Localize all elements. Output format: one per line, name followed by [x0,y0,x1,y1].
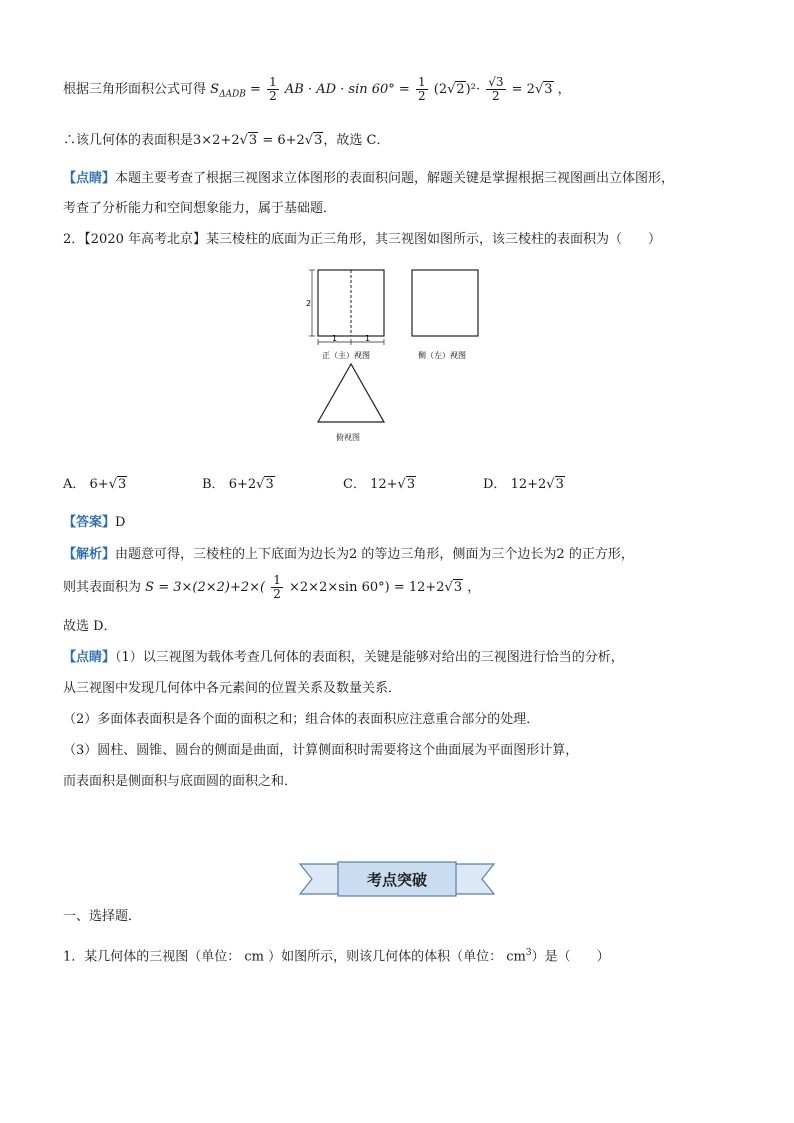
analysis-line-2 [63,574,480,601]
question-text: ）是（ ） [531,949,610,965]
rad: 3 [555,477,564,492]
eq2: = 2 [511,82,535,97]
text: ，故选 C． [323,133,390,148]
rad: 2 [456,82,465,97]
side-view-caption: 侧（左）视图 [418,351,466,360]
fraction-2 [416,76,428,103]
sqrt: √3 [546,477,564,492]
rad: 3 [118,477,127,492]
den: 2 [417,89,426,103]
note-text: 从三视图中发现几何体中各元素间的位置关系及数量关系． [63,681,402,696]
note-tag: 【点睛】 [63,650,116,665]
sqrt: √3 [256,477,274,492]
num: 1 [269,75,277,89]
end: ， [557,82,571,97]
top-view-triangle [318,364,384,422]
note-text: 本题主要考查了根据三视图求立体图形的表面积问题，解题关键是掌握根据三视图画出立体图形， [115,171,675,186]
den: 2 [492,89,500,103]
note-text: （2）多面体表面积是各个面的面积之和；组合体的表面积应注意重合部分的处理． [63,712,540,727]
answer-tag: 【答案】 [63,515,116,530]
note-text: （1）以三视图为载体考查几何体的表面积，关键是能够对给出的三视图进行恰当的分析， [115,650,624,665]
note-text: （3）圆柱、圆锥、圆台的侧面是曲面，计算侧面积时需要将这个曲面展为平面图形计算， [63,743,579,758]
fraction-1 [267,76,279,103]
banner-title: 考点突破 [366,871,428,889]
num: 1 [273,573,281,587]
note-text: 考查了分析能力和空间想象能力，属于基础题． [63,201,337,216]
dim-left-label: 1 [332,334,338,343]
option-value: 12+2 [510,477,547,492]
section-heading [63,907,141,927]
option-c[interactable] [343,475,416,495]
section-title: 一、选择题． [63,909,142,924]
conclusion-line [63,617,117,637]
note-paragraph-2 [63,648,624,668]
note-tag: 【点睛】 [63,171,116,186]
eq: = [250,82,261,97]
analysis-text: 由题意可得，三棱柱的上下底面为边长为2 的等边三角形，侧面为三个边长为2 的正方形， [115,547,634,562]
question-2 [63,230,661,250]
front-view-caption: 正（主）视图 [322,351,370,360]
note-line-5 [63,772,297,792]
rad: 3 [453,580,463,595]
option-value: 6+2 [228,477,257,492]
note-paragraph-1b [63,199,336,219]
rad: 3 [544,82,553,97]
sqrt: √3 [239,133,258,148]
den: 2 [273,587,281,601]
dim-right-label: 1 [365,334,371,343]
option-letter: D． [483,477,507,492]
option-letter: C． [343,477,366,492]
math-s: S [210,82,220,97]
math-mid: AB · AD · sin 60° = [284,82,410,97]
option-d[interactable] [483,475,565,495]
question-text: 1．某几何体的三视图（单位： cm ）如图所示，则该几何体的体积（单位： cm [63,949,526,965]
pow: )²· [465,82,481,97]
text: = 6+2 [262,133,305,148]
question-text: 2．【2020 年高考北京】某三棱柱的底面为正三角形，其三视图如图所示，该三棱柱的表面积为（ ） [63,232,661,247]
option-a[interactable] [63,475,127,495]
answer-line [63,513,125,533]
note-line-4 [63,741,578,761]
answer-value: D [115,515,126,530]
option-value: 12+ [370,477,398,492]
three-view-figure [300,262,500,432]
math-sub: ΔADB [219,89,246,100]
option-letter: B． [202,477,225,492]
conclusion-text: 故选 D． [63,619,117,634]
rad: 3 [314,133,323,148]
option-b[interactable] [202,475,275,495]
fraction [271,574,283,601]
side-view-square [412,270,478,336]
paren: (2 [433,82,448,97]
section-banner [298,858,496,900]
sqrt: √3 [397,477,416,492]
sqrt: √2 [447,82,465,97]
analysis-line-1 [63,545,634,565]
option-value: 6+ [89,477,109,492]
text: 则其表面积为 [63,580,142,595]
fraction-3 [486,76,505,103]
option-letter: A． [63,477,86,492]
sqrt: √3 [108,477,127,492]
sqrt: √3 [444,580,463,595]
num: √3 [488,75,504,89]
analysis-tag: 【解析】 [63,547,116,562]
note-paragraph-1 [63,169,674,189]
den: 2 [269,89,277,103]
formula-line-2 [63,131,389,151]
formula-line-1 [63,76,571,105]
height-label: 2 [306,299,312,308]
math: S = 3×(2×2)+2×( [145,580,266,595]
num: 1 [417,75,426,89]
sqrt: √3 [534,82,553,97]
math: ×2×2×sin 60°) = 12+2 [289,580,445,595]
top-view-caption: 俯视图 [336,433,360,442]
sqrt: √3 [304,133,323,148]
note-text: 而表面积是侧面积与底面圆的面积之和． [63,774,298,789]
superscript: 3 [525,948,532,958]
rad: 3 [248,133,258,148]
rad: 3 [406,477,416,492]
text: ， [467,580,481,595]
text: 根据三角形面积公式可得 [63,82,207,97]
note-line-3 [63,710,539,730]
note-line-2 [63,679,401,699]
text: ∴该几何体的表面积是3×2+2 [63,133,240,148]
question-1 [63,943,610,967]
rad: 3 [265,477,274,492]
